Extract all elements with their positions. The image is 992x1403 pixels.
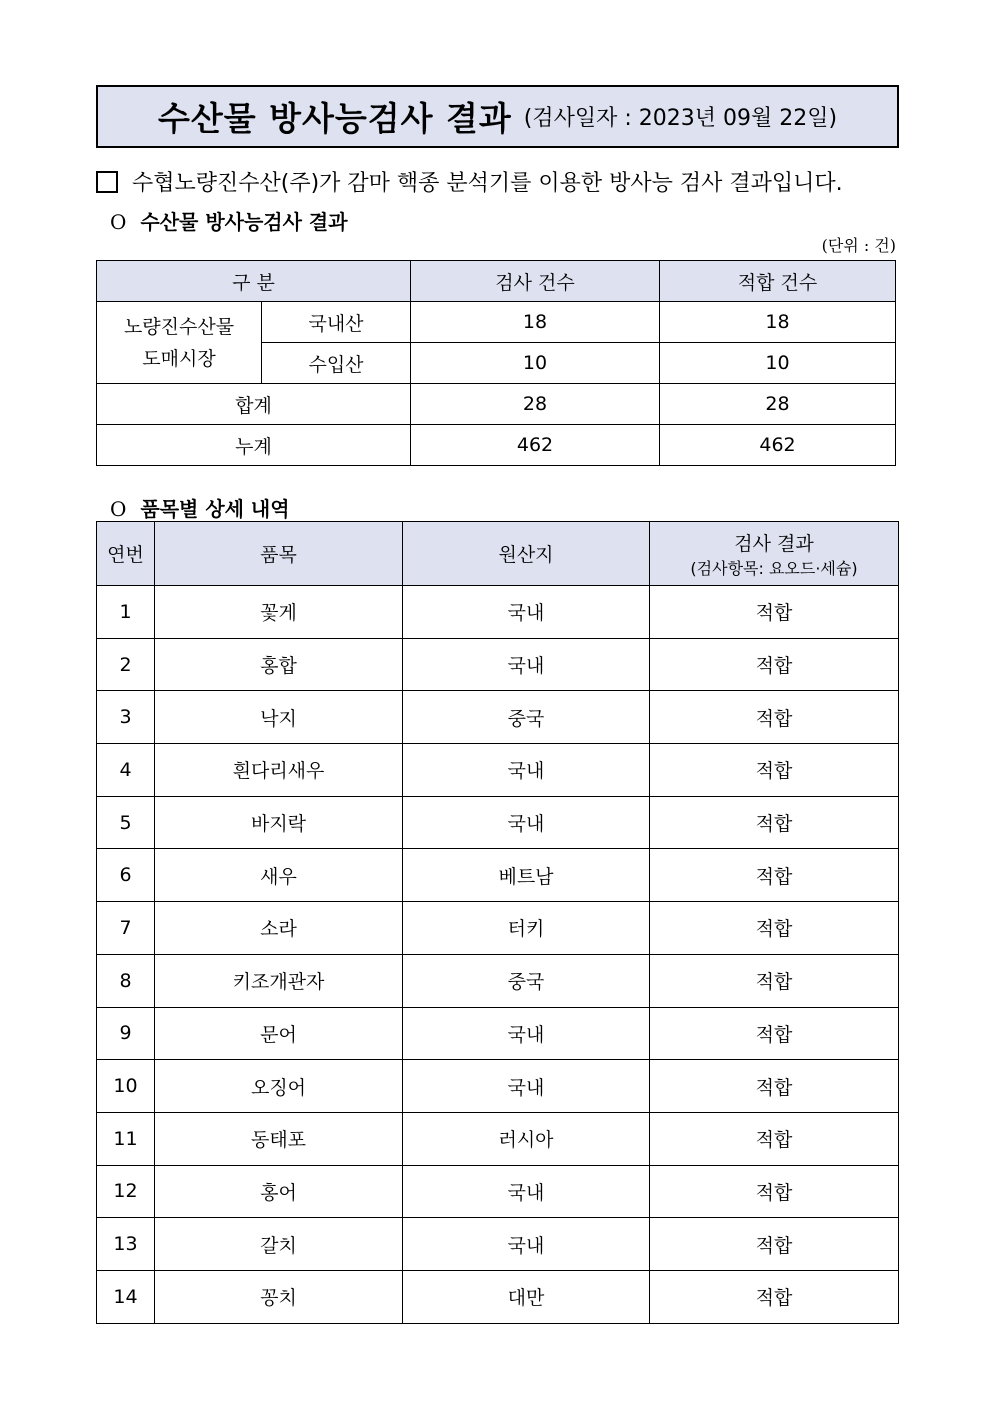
detail-result-cell: 적합 bbox=[650, 902, 899, 955]
detail-origin-cell: 국내 bbox=[403, 1165, 650, 1218]
page-title: 수산물 방사능검사 결과 bbox=[157, 99, 512, 138]
detail-item-cell: 동태포 bbox=[155, 1112, 403, 1165]
detail-item-cell: 꽁치 bbox=[155, 1270, 403, 1323]
table-row bbox=[97, 744, 899, 797]
cumulative-tested: 462 bbox=[411, 425, 660, 466]
table-row bbox=[97, 638, 899, 691]
detail-item-cell: 흰다리새우 bbox=[155, 744, 403, 797]
detail-header-result bbox=[650, 522, 899, 586]
detail-origin-cell: 국내 bbox=[403, 744, 650, 797]
table-row bbox=[97, 1270, 899, 1323]
detail-item-cell: 홍어 bbox=[155, 1165, 403, 1218]
detail-result-cell: 적합 bbox=[650, 1112, 899, 1165]
table-row bbox=[97, 302, 896, 343]
row-label: 수입산 bbox=[262, 343, 411, 384]
checkbox-icon bbox=[96, 171, 118, 193]
detail-header-row bbox=[97, 522, 899, 586]
detail-item-cell: 새우 bbox=[155, 849, 403, 902]
detail-result-cell: 적합 bbox=[650, 1270, 899, 1323]
detail-no-cell: 9 bbox=[97, 1007, 155, 1060]
cumulative-passed: 462 bbox=[660, 425, 896, 466]
detail-no-cell: 7 bbox=[97, 902, 155, 955]
detail-result-cell: 적합 bbox=[650, 1007, 899, 1060]
detail-no-cell: 8 bbox=[97, 954, 155, 1007]
circle-bullet-icon: O bbox=[110, 210, 127, 234]
detail-result-cell: 적합 bbox=[650, 796, 899, 849]
detail-header-result-note: (검사항목: 요오드·세슘) bbox=[690, 558, 858, 578]
row-passed: 10 bbox=[660, 343, 896, 384]
table-row bbox=[97, 796, 899, 849]
detail-origin-cell: 국내 bbox=[403, 1060, 650, 1113]
detail-origin-cell: 베트남 bbox=[403, 849, 650, 902]
detail-no-cell: 4 bbox=[97, 744, 155, 797]
row-tested: 18 bbox=[411, 302, 660, 343]
table-row bbox=[97, 586, 899, 639]
market-line1: 노량진수산물 bbox=[123, 315, 235, 338]
detail-no-cell: 1 bbox=[97, 586, 155, 639]
market-cell bbox=[97, 302, 262, 384]
detail-header-result-title: 검사 결과 bbox=[734, 532, 814, 555]
section-summary-label: 수산물 방사능검사 결과 bbox=[140, 210, 348, 234]
table-row bbox=[97, 1112, 899, 1165]
table-row bbox=[97, 691, 899, 744]
row-passed: 18 bbox=[660, 302, 896, 343]
detail-origin-cell: 중국 bbox=[403, 691, 650, 744]
cumulative-row bbox=[97, 425, 896, 466]
detail-no-cell: 6 bbox=[97, 849, 155, 902]
total-tested: 28 bbox=[411, 384, 660, 425]
detail-header-no: 연번 bbox=[97, 522, 155, 586]
detail-origin-cell: 국내 bbox=[403, 586, 650, 639]
detail-table bbox=[96, 521, 899, 1324]
detail-item-cell: 낙지 bbox=[155, 691, 403, 744]
detail-item-cell: 바지락 bbox=[155, 796, 403, 849]
total-row bbox=[97, 384, 896, 425]
detail-item-cell: 오징어 bbox=[155, 1060, 403, 1113]
table-row bbox=[97, 1060, 899, 1113]
detail-origin-cell: 국내 bbox=[403, 638, 650, 691]
intro-text: 수협노량진수산(주)가 감마 핵종 분석기를 이용한 방사능 검사 결과입니다. bbox=[132, 171, 843, 196]
detail-item-cell: 키조개관자 bbox=[155, 954, 403, 1007]
detail-result-cell: 적합 bbox=[650, 638, 899, 691]
detail-item-cell: 꽃게 bbox=[155, 586, 403, 639]
detail-no-cell: 11 bbox=[97, 1112, 155, 1165]
table-row bbox=[97, 849, 899, 902]
detail-no-cell: 14 bbox=[97, 1270, 155, 1323]
summary-header-passed: 적합 건수 bbox=[660, 261, 896, 302]
detail-result-cell: 적합 bbox=[650, 1218, 899, 1271]
detail-result-cell: 적합 bbox=[650, 744, 899, 797]
table-row bbox=[97, 1218, 899, 1271]
detail-result-cell: 적합 bbox=[650, 1165, 899, 1218]
detail-result-cell: 적합 bbox=[650, 849, 899, 902]
detail-body bbox=[97, 586, 899, 1324]
market-line2: 도매시장 bbox=[142, 347, 216, 370]
cumulative-label: 누계 bbox=[97, 425, 411, 466]
table-row bbox=[97, 1165, 899, 1218]
detail-header-item: 품목 bbox=[155, 522, 403, 586]
total-passed: 28 bbox=[660, 384, 896, 425]
summary-header-tested: 검사 건수 bbox=[411, 261, 660, 302]
detail-result-cell: 적합 bbox=[650, 954, 899, 1007]
section-summary-heading bbox=[110, 206, 348, 235]
detail-origin-cell: 터키 bbox=[403, 902, 650, 955]
detail-origin-cell: 중국 bbox=[403, 954, 650, 1007]
row-label: 국내산 bbox=[262, 302, 411, 343]
detail-no-cell: 10 bbox=[97, 1060, 155, 1113]
intro-line bbox=[96, 166, 843, 197]
detail-no-cell: 13 bbox=[97, 1218, 155, 1271]
detail-result-cell: 적합 bbox=[650, 586, 899, 639]
inspection-date: (검사일자 : 2023년 09월 22일) bbox=[523, 106, 838, 131]
detail-result-cell: 적합 bbox=[650, 1060, 899, 1113]
table-row bbox=[97, 902, 899, 955]
summary-header-row bbox=[97, 261, 896, 302]
detail-origin-cell: 국내 bbox=[403, 1007, 650, 1060]
detail-no-cell: 2 bbox=[97, 638, 155, 691]
detail-result-cell: 적합 bbox=[650, 691, 899, 744]
detail-origin-cell: 러시아 bbox=[403, 1112, 650, 1165]
detail-origin-cell: 대만 bbox=[403, 1270, 650, 1323]
total-label: 합계 bbox=[97, 384, 411, 425]
unit-label: (단위 : 건) bbox=[821, 236, 896, 255]
table-row bbox=[97, 954, 899, 1007]
summary-table bbox=[96, 260, 896, 466]
detail-no-cell: 3 bbox=[97, 691, 155, 744]
detail-origin-cell: 국내 bbox=[403, 1218, 650, 1271]
section-detail-label: 품목별 상세 내역 bbox=[140, 497, 290, 521]
circle-bullet-icon: O bbox=[110, 497, 127, 521]
detail-no-cell: 12 bbox=[97, 1165, 155, 1218]
detail-no-cell: 5 bbox=[97, 796, 155, 849]
row-tested: 10 bbox=[411, 343, 660, 384]
summary-header-category: 구 분 bbox=[97, 261, 411, 302]
detail-item-cell: 갈치 bbox=[155, 1218, 403, 1271]
detail-item-cell: 문어 bbox=[155, 1007, 403, 1060]
detail-item-cell: 소라 bbox=[155, 902, 403, 955]
detail-header-origin: 원산지 bbox=[403, 522, 650, 586]
table-row bbox=[97, 1007, 899, 1060]
detail-origin-cell: 국내 bbox=[403, 796, 650, 849]
title-box bbox=[96, 85, 899, 148]
detail-item-cell: 홍합 bbox=[155, 638, 403, 691]
section-detail-heading bbox=[110, 493, 290, 522]
